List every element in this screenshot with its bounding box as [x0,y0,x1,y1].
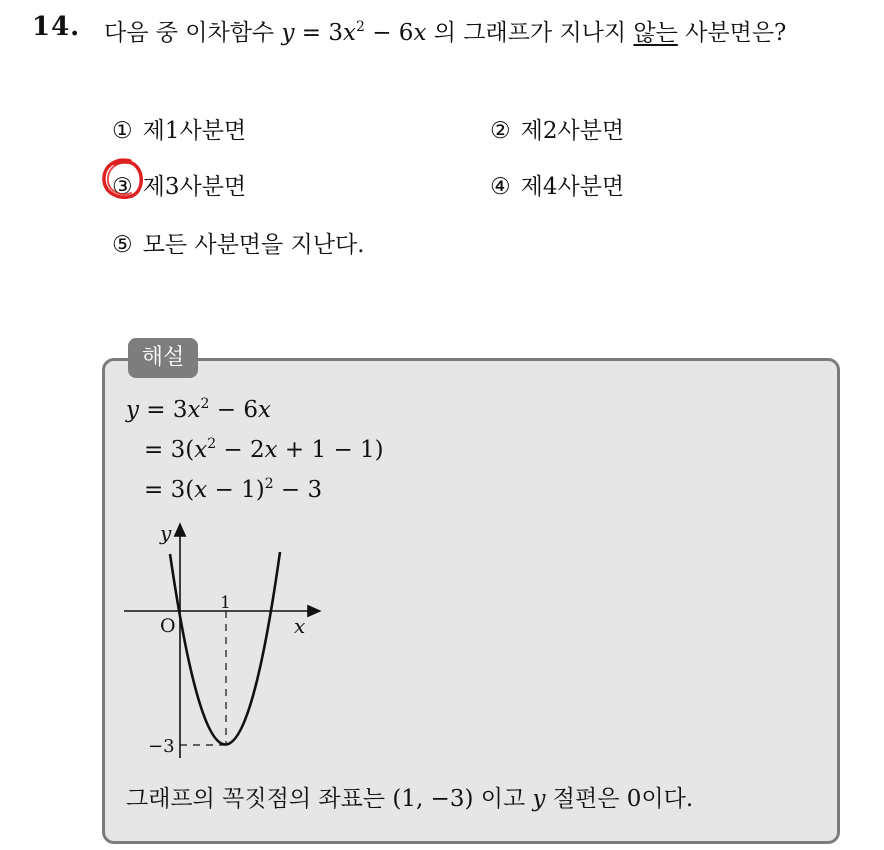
solution-line-2 [144,436,384,463]
note-b: 절편은 0이다. [545,786,694,812]
choice-4-label: 제4사분면 [520,174,625,200]
choice-3-label: 제3사분면 [142,174,247,200]
choice-5-label: 모든 사분면을 지난다. [142,232,365,258]
solution-tab: 해설 [128,338,198,378]
s3-exp: 2 [264,476,274,492]
note-y: y [532,786,546,812]
solution-note [126,780,693,813]
x-axis-label: x [294,614,306,638]
choice-2[interactable] [490,112,624,145]
stem-before: 다음 중 이차함수 [104,20,282,46]
s2-x2: x [264,437,278,463]
stem-end: 사분면은? [677,20,787,46]
solution-line-1 [126,396,271,423]
s2-f: + 1 − 1) [277,437,384,463]
choice-5[interactable] [112,226,365,259]
choice-4-marker: ④ [490,174,511,200]
vertex-x-tick-label: 1 [220,593,231,613]
stem-underlined: 않는 [633,20,678,46]
stem-after: 의 그래프가 지나지 [426,20,634,46]
choice-1-marker: ① [112,118,133,144]
parabola-graph [110,518,340,768]
choice-3-marker: ③ [112,174,133,200]
y-axis-label: y [160,521,172,545]
s2-exp: 2 [207,436,217,452]
note-a: 그래프의 꼭짓점의 좌표는 (1, −3) 이고 [126,786,533,812]
s1-y: y [126,397,139,423]
solution-line-3 [144,476,322,503]
choice-5-marker: ⑤ [112,232,133,258]
s3-a: = 3( [144,477,195,503]
choice-4[interactable] [490,168,624,201]
choice-2-marker: ② [490,118,511,144]
eq-eq: = 3 [294,20,343,46]
choice-2-label: 제2사분면 [520,118,625,144]
s1-b: = 3 [139,397,188,423]
choice-3[interactable] [112,168,246,201]
eq-x: x [343,20,356,46]
choice-1[interactable] [112,112,246,145]
origin-label: O [160,615,176,637]
eq-y: y [281,20,295,46]
s1-x: x [187,397,201,423]
s3-x: x [194,477,208,503]
eq-x2: x [413,20,427,46]
s1-exp: 2 [200,396,210,412]
eq-rest: − 6 [364,20,414,46]
s2-d: − 2 [216,437,265,463]
eq-exponent: 2 [355,19,365,35]
vertex-y-tick-label: −3 [148,736,175,757]
parabola-curve [170,552,280,745]
s3-e: − 3 [273,477,323,503]
question-stem [104,14,786,47]
s2-x: x [194,437,208,463]
s2-a: = 3( [144,437,195,463]
choice-1-label: 제1사분면 [142,118,247,144]
s1-e: − 6 [209,397,258,423]
question-number: 14. [32,12,81,42]
s1-x2: x [257,397,271,423]
s3-c: − 1) [207,477,265,503]
